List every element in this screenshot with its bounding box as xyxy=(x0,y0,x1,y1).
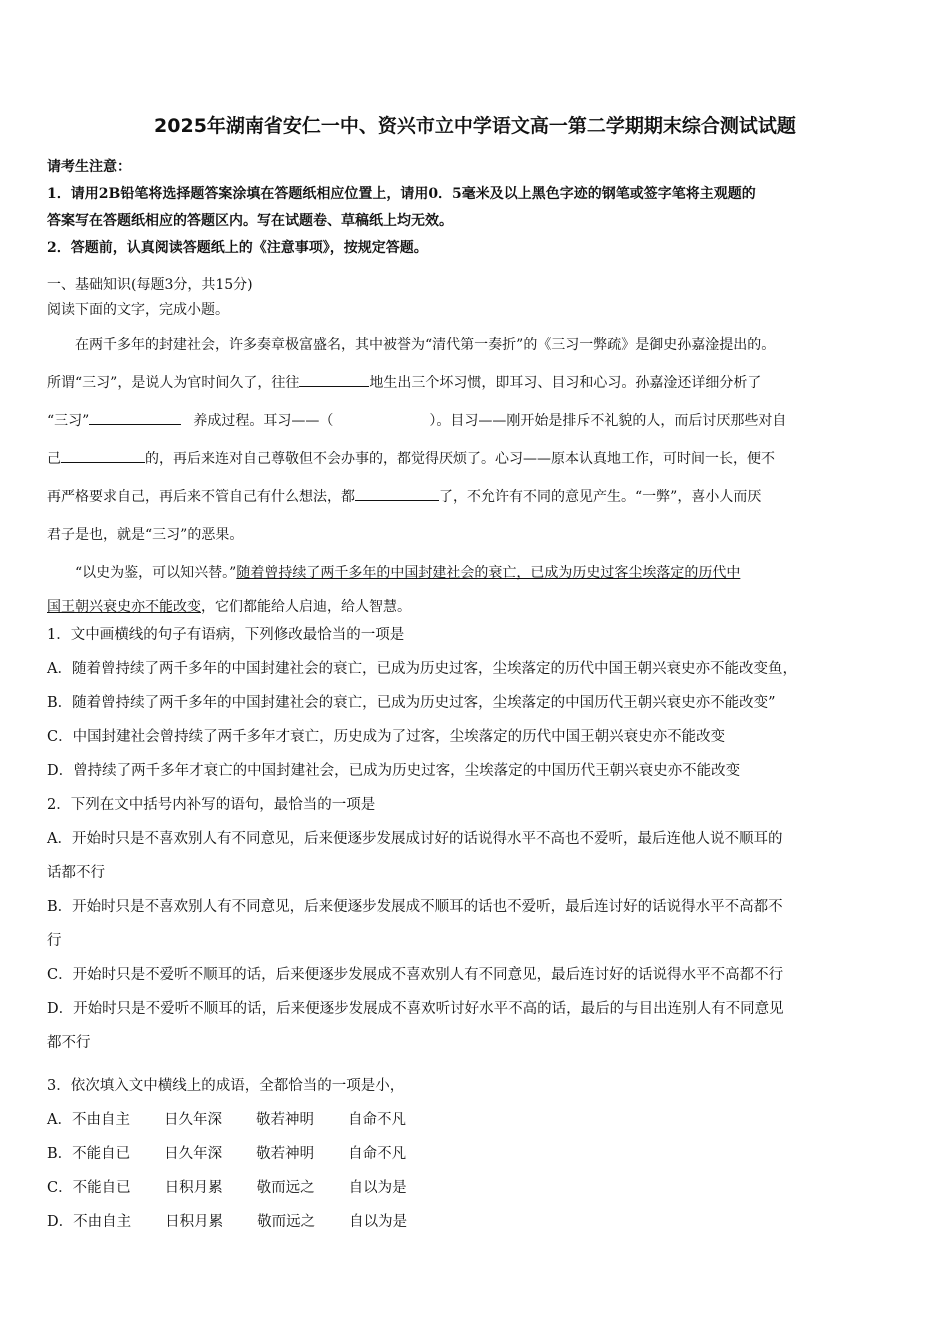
notice-item-1-line-1: 1．请用2B铅笔将选择题答案涂填在答题纸相应位置上，请用0．5毫米及以上黑色字迹的钢笔或签字笔将主观题的 xyxy=(47,186,756,202)
option-text: D．开始时只是不爱听不顺耳的话，后来便逐步发展成不喜欢听讨好水平不高的话，最后的与目出连别人有不同意见 xyxy=(47,1001,784,1017)
idiom: 敬若神明 xyxy=(256,1146,315,1162)
idiom: 不由自主 xyxy=(71,1112,130,1128)
idiom: 不能自已 xyxy=(72,1146,131,1162)
option-label: C． xyxy=(47,1180,73,1196)
option-d[interactable] xyxy=(47,1205,907,1239)
passage-text: “三习” xyxy=(47,413,90,429)
option-c[interactable]: C．开始时只是不爱听不顺耳的话，后来便逐步发展成不喜欢别人有不同意见，最后连讨好的话说得水平不高都不行 xyxy=(47,967,784,983)
option-c[interactable]: C．中国封建社会曾持续了两千多年才衰亡，历史成为了过客，尘埃落定的历代中国王朝兴衰史亦不能改变 xyxy=(47,729,726,745)
passage-text: 的，再后来连对自己尊敬但不会办事的，都觉得厌烦了。心习——原本认真地工作，可时间一长，便不 xyxy=(145,451,775,467)
option-d[interactable] xyxy=(47,992,907,1060)
option-b[interactable]: B．随着曾持续了两千多年的中国封建社会的衰亡，已成为历史过客，尘埃落定的中国历代王朝兴衰史亦不能改变” xyxy=(47,695,776,711)
notice-item-2: 2．答题前，认真阅读答题纸上的《注意事项》，按规定答题。 xyxy=(47,240,428,256)
option-text: 都不行 xyxy=(47,1035,91,1051)
underlined-sentence: 国王朝兴衰史亦不能改变 xyxy=(47,599,201,615)
idiom: 日久年深 xyxy=(164,1146,223,1162)
passage-text: ，它们都能给人启迪，给人智慧。 xyxy=(201,599,411,615)
passage-text: 所谓“三习”，是说人为官时间久了，往往 xyxy=(47,375,300,391)
option-text: 行 xyxy=(47,933,62,949)
fill-blank-2[interactable] xyxy=(89,410,181,425)
idiom: 日久年深 xyxy=(163,1112,222,1128)
idiom: 不能自已 xyxy=(72,1180,131,1196)
passage-line: 君子是也，就是“三习”的恶果。 xyxy=(47,527,244,543)
reading-passage xyxy=(47,326,907,622)
option-label: A． xyxy=(47,1112,72,1128)
idiom: 自命不凡 xyxy=(348,1146,407,1162)
option-a[interactable] xyxy=(47,1103,907,1137)
passage-line: 在两千多年的封建社会，许多奏章极富盛名，其中被誉为“清代第一奏折”的《三习一弊疏》是御史孙嘉淦提出的。 xyxy=(75,337,776,353)
idiom: 敬而远之 xyxy=(257,1214,316,1230)
passage-line xyxy=(47,402,907,440)
option-text: B．开始时只是不喜欢别人有不同意见，后来便逐步发展成不顺耳的话也不爱听，最后连讨好的话说得水平不高都不 xyxy=(47,899,783,915)
option-a[interactable]: A．随着曾持续了两千多年的中国封建社会的衰亡，已成为历史过客，尘埃落定的历代中国王朝兴衰史亦不能改变鱼， xyxy=(47,661,797,677)
option-text: A．开始时只是不喜欢别人有不同意见，后来便逐步发展成讨好的话说得水平不高也不爱听，最后连他人说不顺耳的 xyxy=(47,831,783,847)
question-stem: 3．依次填入文中横线上的成语，全都恰当的一项是小， xyxy=(47,1078,405,1094)
passage-text: 养成过程。耳习——（ xyxy=(193,413,334,429)
option-a[interactable] xyxy=(47,822,907,890)
passage-line xyxy=(47,478,907,516)
question-1 xyxy=(47,618,907,788)
passage-text: 己 xyxy=(47,451,61,467)
page-title: 2025年湖南省安仁一中、资兴市立中学语文高一第二学期期末综合测试试题 xyxy=(154,115,796,137)
passage-text: “以史为鉴，可以知兴替。” xyxy=(75,565,237,581)
idiom: 敬若神明 xyxy=(255,1112,314,1128)
option-c[interactable] xyxy=(47,1171,907,1205)
passage-line xyxy=(47,554,907,592)
question-2 xyxy=(47,788,907,1060)
idiom: 敬而远之 xyxy=(256,1180,315,1196)
idiom: 日积月累 xyxy=(165,1214,224,1230)
option-d[interactable]: D．曾持续了两千多年才衰亡的中国封建社会，已成为历史过客，尘埃落定的中国历代王朝兴衰史亦不能改变 xyxy=(47,763,741,779)
notice-block xyxy=(47,154,907,262)
passage-text: 了，不允许有不同的意见产生。“一弊”，喜小人而厌 xyxy=(439,489,762,505)
passage-line xyxy=(47,364,907,402)
option-label: B． xyxy=(47,1146,73,1162)
idiom: 日积月累 xyxy=(164,1180,223,1196)
notice-item-1-line-2: 答案写在答题纸相应的答题区内。写在试题卷、草稿纸上均无效。 xyxy=(47,213,453,229)
passage-text: ）。目习——刚开始是排斥不礼貌的人，而后讨厌那些对自 xyxy=(429,413,787,429)
passage-text: 地生出三个坏习惯，即耳习、目习和心习。孙嘉淦还详细分析了 xyxy=(369,375,762,391)
section-1-header xyxy=(47,273,907,323)
option-label: D． xyxy=(47,1214,74,1230)
section-instruction: 阅读下面的文字，完成小题。 xyxy=(47,302,229,318)
idiom: 不由自主 xyxy=(73,1214,132,1230)
fill-blank-3[interactable] xyxy=(61,448,145,463)
section-heading: 一、基础知识(每题3分，共15分) xyxy=(47,277,253,293)
passage-text: 再严格要求自己，再后来不管自己有什么想法，都 xyxy=(47,489,355,505)
option-b[interactable] xyxy=(47,1137,907,1171)
notice-heading: 请考生注意： xyxy=(47,159,131,175)
underlined-sentence: 随着曾持续了两千多年的中国封建社会的衰亡，已成为历史过客尘埃落定的历代中 xyxy=(236,565,741,581)
option-text: 话都不行 xyxy=(47,865,105,881)
idiom: 自以为是 xyxy=(348,1180,407,1196)
question-3 xyxy=(47,1069,907,1239)
idiom: 自以为是 xyxy=(349,1214,408,1230)
fill-blank-1[interactable] xyxy=(299,372,369,387)
fill-blank-4[interactable] xyxy=(355,486,439,501)
question-stem: 2．下列在文中括号内补写的语句，最恰当的一项是 xyxy=(47,797,376,813)
passage-line xyxy=(47,440,907,478)
idiom: 自命不凡 xyxy=(347,1112,406,1128)
option-b[interactable] xyxy=(47,890,907,958)
question-stem: 1．文中画横线的句子有语病，下列修改最恰当的一项是 xyxy=(47,627,405,643)
